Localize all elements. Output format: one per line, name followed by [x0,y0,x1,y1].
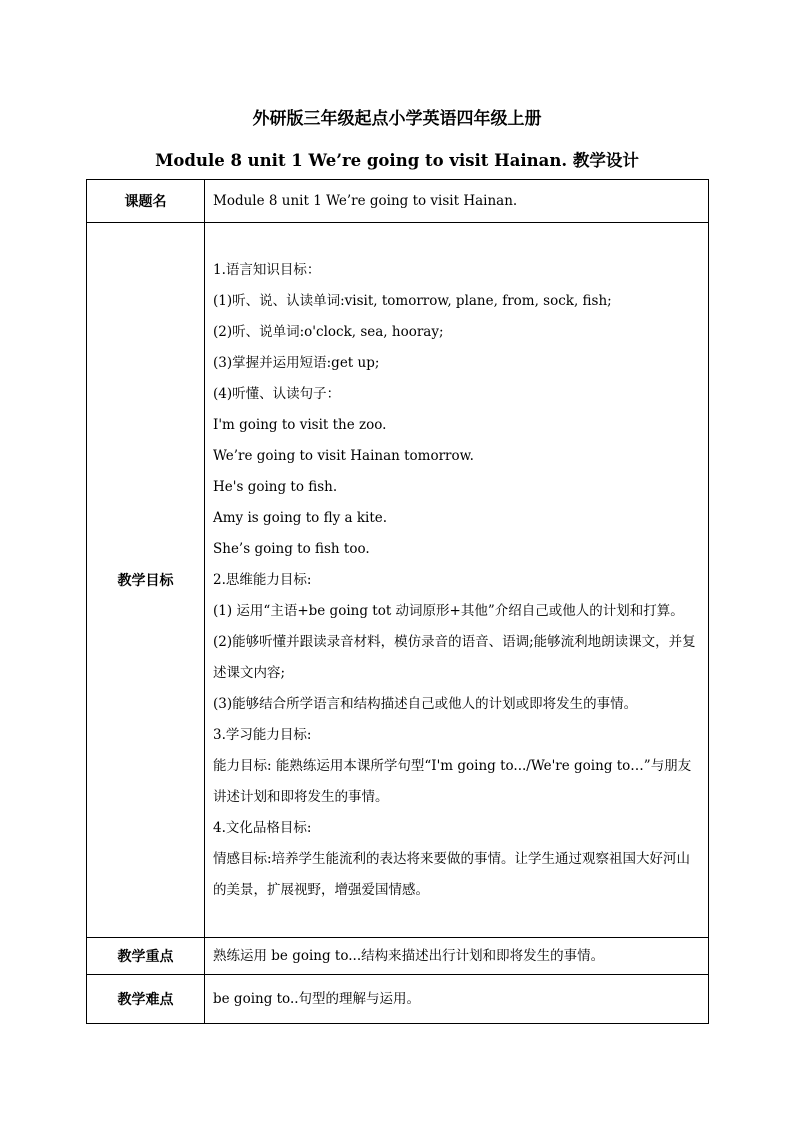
document-title: 外研版三年级起点小学英语四年级上册 [252,109,542,129]
objective-line: 能力目标: 能熟练运用本课所学句型“I'm going to.../We're going to…”与朋友讲述计划和即将发生的事情。 [213,757,692,805]
objective-line: 4.文化品格目标: [213,819,312,836]
objective-line: (1) 运用“主语+be going tot 动词原形+其他”介绍自己或他人的计划和打算。 [213,602,684,619]
objective-line: We’re going to visit Hainan tomorrow. [213,447,474,464]
objective-line: I'm going to visit the zoo. [213,416,387,433]
difficulties-label: 教学难点 [87,975,205,1024]
table-row-difficulties [87,975,709,1024]
objective-line: (4)听懂、认读句子： [213,385,341,402]
key-points-value: 熟练运用 be going to...结构来描述出行计划和即将发生的事情。 [205,938,709,975]
objective-line: He's going to fish. [213,478,338,495]
key-points-label: 教学重点 [87,938,205,975]
table-row-topic [87,180,709,223]
objective-line: (1)听、说、认读单词:visit, tomorrow, plane, from, sock, fish; [213,292,612,309]
objective-line: (2)能够听懂并跟读录音材料，模仿录音的语音、语调;能够流利地朗读课文，并复述课文内容; [213,633,696,681]
objectives-content [205,223,709,938]
lesson-plan-table [86,179,709,1024]
objective-line: (3)能够结合所学语言和结构描述自己或他人的计划或即将发生的事情。 [213,695,638,712]
objectives-label: 教学目标 [87,223,205,938]
document-subtitle: Module 8 unit 1 We’re going to visit Hainan. 教学设计 [155,151,639,170]
objective-line: 情感目标:培养学生能流利的表达将来要做的事情。让学生通过观察祖国大好河山的美景，扩展视野，增强爱国情感。 [213,850,691,898]
objective-line: 1.语言知识目标： [213,261,321,278]
objective-line: (3)掌握并运用短语:get up; [213,354,380,371]
topic-label: 课题名 [87,180,205,223]
table-row-objectives [87,223,709,938]
objective-line: She’s going to fish too. [213,540,370,557]
difficulties-value: be going to..句型的理解与运用。 [205,975,709,1024]
objective-line: (2)听、说单词:o'clock, sea, hooray; [213,323,444,340]
objective-line: 3.学习能力目标: [213,726,312,743]
objective-line: 2.思维能力目标: [213,571,312,588]
objective-line: Amy is going to fly a kite. [213,509,388,526]
table-row-key-points [87,938,709,975]
topic-value: Module 8 unit 1 We’re going to visit Hainan. [205,180,709,223]
